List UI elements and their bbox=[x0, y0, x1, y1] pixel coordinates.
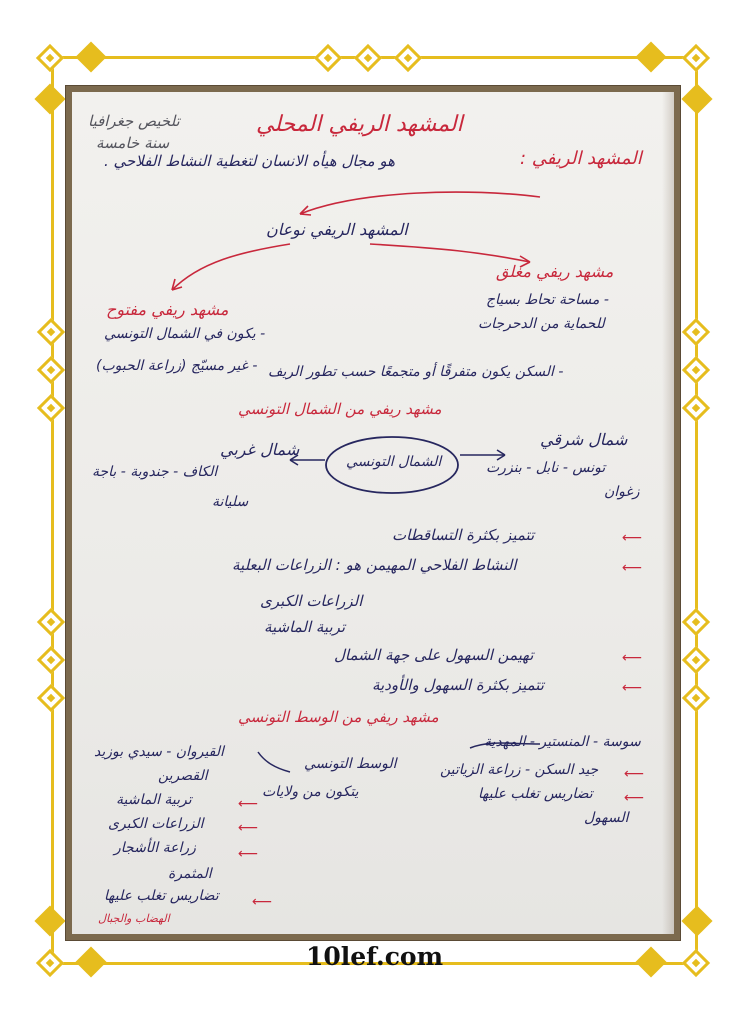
north-bullet: النشاط الفلاحي المهيمن هو : الزراعات البعلية bbox=[232, 556, 517, 574]
open-point-2: - غير مسيّج (زراعة الحبوب) bbox=[96, 358, 258, 374]
bullet-arrow: ⟵ bbox=[624, 790, 645, 806]
closed-landscape-title: مشهد ريفي مغلق bbox=[496, 262, 614, 281]
north-bullet: تتميز بكثرة السهول والأودية bbox=[372, 676, 544, 694]
bullet-arrow: ⟵ bbox=[622, 650, 643, 666]
header-note-level: سنة خامسة bbox=[96, 134, 170, 152]
center-west-places: القيروان - سيدي بوزيد bbox=[94, 744, 224, 760]
center-west-places-cont: القصرين bbox=[158, 768, 208, 784]
open-point-1: - يكون في الشمال التونسي bbox=[104, 326, 266, 342]
types-label: المشهد الريفي نوعان bbox=[266, 220, 408, 239]
bullet-arrow: ⟵ bbox=[622, 530, 643, 546]
north-west-places: الكاف - جندوبة - باجة bbox=[92, 464, 218, 480]
bullet-arrow: ⟵ bbox=[238, 846, 259, 862]
center-west-bullet-cont: المثمرة bbox=[168, 866, 212, 882]
header-note-subject: تلخيص جغرافيا bbox=[88, 112, 180, 130]
closed-point-1: - مساحة تحاط بسياج bbox=[486, 292, 609, 308]
page-title: المشهد الريفي المحلي bbox=[256, 112, 463, 137]
closed-point-1-cont: للحماية من الدحرجات bbox=[478, 316, 605, 332]
bullet-arrow: ⟵ bbox=[622, 560, 643, 576]
definition-term: المشهد الريفي : bbox=[520, 148, 642, 169]
open-landscape-title: مشهد ريفي مفتوح bbox=[106, 300, 229, 319]
bullet-arrow: ⟵ bbox=[238, 796, 259, 812]
website-watermark: 10lef.com bbox=[305, 942, 444, 971]
definition-text: هو مجال هيأه الانسان لتغطية النشاط الفلاحي . bbox=[104, 152, 396, 170]
closed-point-2: - السكن يكون متفرقًا أو متجمعًا حسب تطور الريف bbox=[268, 364, 564, 380]
north-bullet: تتميز بكثرة التساقطات bbox=[392, 526, 535, 544]
north-east-places: تونس - نابل - بنزرت bbox=[486, 460, 606, 476]
center-west-bullet: تربية الماشية bbox=[116, 792, 192, 808]
north-bullet: تهيمن السهول على جهة الشمال bbox=[334, 646, 534, 664]
center-label-sub: يتكون من ولايات bbox=[262, 784, 359, 800]
center-west-bullet-cont: الهضاب والجبال bbox=[98, 912, 170, 925]
center-label: الوسط التونسي bbox=[304, 756, 397, 772]
north-east-places-cont: زغوان bbox=[604, 484, 640, 500]
bullet-arrow: ⟵ bbox=[252, 894, 273, 910]
north-east-title: شمال شرقي bbox=[540, 430, 628, 449]
bullet-arrow: ⟵ bbox=[238, 820, 259, 836]
center-west-bullet: زراعة الأشجار bbox=[114, 840, 196, 856]
center-west-bullet: الزراعات الكبرى bbox=[108, 816, 204, 832]
center-west-bullet: تضاريس تغلب عليها bbox=[104, 888, 219, 904]
north-center-label: الشمال التونسي bbox=[346, 454, 442, 470]
center-east-bullet-cont: السهول bbox=[584, 810, 629, 826]
center-east-bullet: تضاريس تغلب عليها bbox=[478, 786, 593, 802]
north-west-places-cont: سليانة bbox=[212, 494, 249, 510]
center-east-bullet: جيد السكن - زراعة الزياتين bbox=[440, 762, 599, 778]
north-section-title: مشهد ريفي من الشمال التونسي bbox=[238, 400, 442, 418]
north-bullet: الزراعات الكبرى bbox=[260, 592, 363, 610]
center-east-places: سوسة - المنستير - المهدية bbox=[484, 734, 641, 750]
bullet-arrow: ⟵ bbox=[624, 766, 645, 782]
north-west-title: شمال غربي bbox=[220, 440, 300, 459]
center-section-title: مشهد ريفي من الوسط التونسي bbox=[238, 708, 439, 726]
north-bullet: تربية الماشية bbox=[264, 618, 346, 636]
bullet-arrow: ⟵ bbox=[622, 680, 643, 696]
